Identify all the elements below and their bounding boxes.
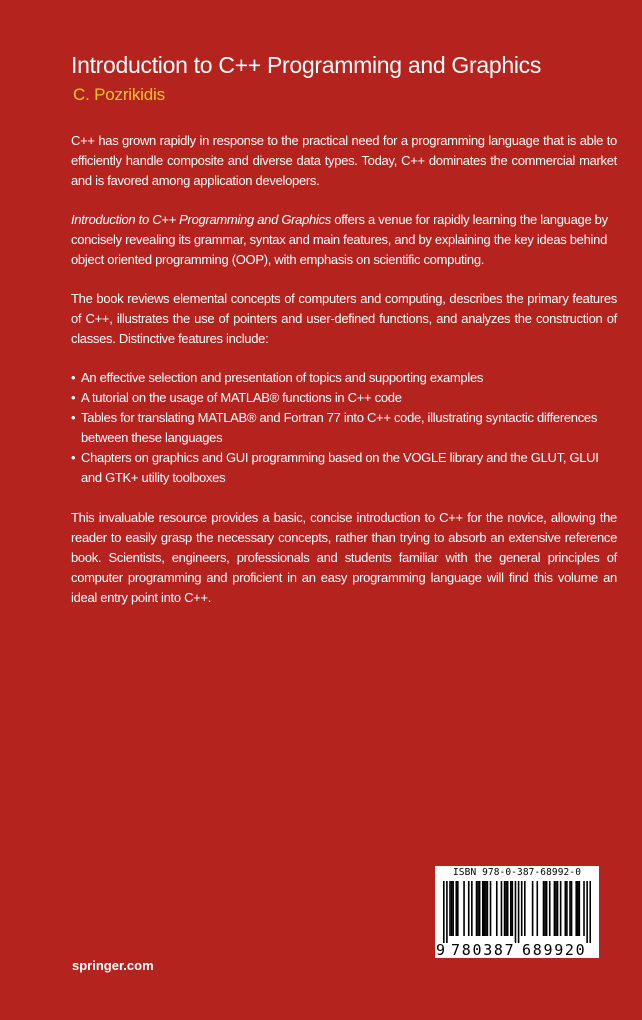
list-item-text: An effective selection and presentation of topics and supporting examples <box>81 370 484 385</box>
barcode-bar <box>554 881 556 936</box>
barcode-bar <box>569 881 571 936</box>
blurb-paragraph-2 <box>71 210 617 270</box>
barcode-bar <box>505 881 507 936</box>
barcode-bar <box>468 881 470 936</box>
barcode-bar <box>496 881 498 936</box>
barcode-bar <box>507 881 509 936</box>
barcode-bar <box>555 881 557 936</box>
barcode-bar <box>455 881 457 936</box>
barcode-bar <box>485 881 487 936</box>
isbn-barcode <box>435 866 599 958</box>
feature-list <box>71 368 617 488</box>
barcode-bar <box>449 881 451 936</box>
barcode-bar <box>452 881 454 936</box>
list-item <box>71 368 617 388</box>
blurb-paragraph-1: C++ has grown rapidly in response to the practical need for a programming language that is able to efficiently handle composite and diverse data types. Today, C++ dominates the commercial market and is favored among application developers. <box>71 133 617 188</box>
barcode-bar <box>579 881 581 936</box>
barcode-bar <box>543 881 545 936</box>
list-item <box>71 408 617 448</box>
barcode-bar <box>504 881 506 936</box>
barcode-bar <box>532 881 534 936</box>
blurb-paragraph-2-title: Introduction to C++ Programming and Graphics <box>71 212 331 227</box>
barcode-bar <box>521 881 523 936</box>
barcode-bar <box>510 881 512 936</box>
barcode-bar <box>524 881 526 936</box>
book-author: C. Pozrikidis <box>73 85 165 104</box>
bullet-marker: • <box>71 450 76 465</box>
barcode-bar <box>463 881 465 936</box>
barcode-bar <box>482 881 484 936</box>
ean-lead-digit: 9 <box>436 941 446 959</box>
barcode-bar <box>583 881 585 936</box>
barcode-bar <box>487 881 489 936</box>
list-item-text: Tables for translating MATLAB® and Fortran 77 into C++ code, illustrating syntactic differences between these languages <box>81 410 598 445</box>
bullet-marker: • <box>71 390 76 405</box>
publisher-url: springer.com <box>72 958 154 973</box>
barcode-bar <box>457 881 459 936</box>
barcode-bar <box>549 881 551 936</box>
ean-group-left: 780387 <box>451 941 516 959</box>
barcode-bar <box>476 881 478 936</box>
blurb-paragraph-2-text: offers a venue for rapidly learning the language by concisely revealing its grammar, syntax and main features, and by explaining the key ideas behind object oriented programming (OOP), with emphasis on scientific computing. <box>71 212 608 267</box>
barcode-bar <box>477 881 479 936</box>
list-item-text: Chapters on graphics and GUI programming based on the VOGLE library and the GLUT, GLUI and GTK+ utility toolboxes <box>81 450 599 485</box>
ean-group-right: 689920 <box>522 941 587 959</box>
isbn-number: ISBN 978-0-387-68992-0 <box>452 867 582 878</box>
barcode-bar <box>451 881 453 936</box>
blurb <box>71 131 617 627</box>
barcode-bar <box>484 881 486 936</box>
barcode-bar <box>536 881 538 936</box>
barcode-bar <box>544 881 546 936</box>
barcode-bar <box>565 881 567 936</box>
barcode-bar <box>512 881 514 936</box>
list-item <box>71 448 617 488</box>
barcode-bar <box>518 881 520 943</box>
barcode-bars <box>443 881 591 943</box>
barcode-bar <box>586 881 588 943</box>
barcode-bar <box>515 881 517 943</box>
barcode-bar <box>577 881 579 936</box>
ean-digits <box>435 942 599 958</box>
list-item-text: A tutorial on the usage of MATLAB® functions in C++ code <box>81 390 402 405</box>
barcode-bar <box>479 881 481 936</box>
barcode-bar <box>566 881 568 936</box>
barcode-bar <box>471 881 473 936</box>
barcode-bar <box>557 881 559 936</box>
bullet-marker: • <box>71 370 76 385</box>
barcode-bar <box>443 881 445 943</box>
barcode-bar <box>501 881 503 936</box>
blurb-paragraph-4: This invaluable resource provides a basic, concise introduction to C++ for the novice, allowing the reader to easily grasp the necessary concepts, rather than trying to absorb an extensive reference book. Scientists, engineers, professionals and students familiar with the general principles of computer programming and proficient in an easy programming language will find this volume an ideal entry point into C++. <box>71 510 617 605</box>
list-item <box>71 388 617 408</box>
blurb-paragraph-3: The book reviews elemental concepts of computers and computing, describes the primary features of C++, illustrates the use of pointers and user-defined functions, and analyzes the construction of classes. Distinctive features include: <box>71 291 617 346</box>
barcode-bar <box>546 881 548 936</box>
barcode-bar <box>589 881 591 943</box>
barcode-bar <box>446 881 448 943</box>
barcode-bar <box>490 881 492 936</box>
barcode-bar <box>560 881 562 936</box>
barcode-bar <box>571 881 573 936</box>
bullet-marker: • <box>71 410 76 425</box>
barcode-bar <box>575 881 577 936</box>
book-title: Introduction to C++ Programming and Graphics <box>71 52 542 78</box>
